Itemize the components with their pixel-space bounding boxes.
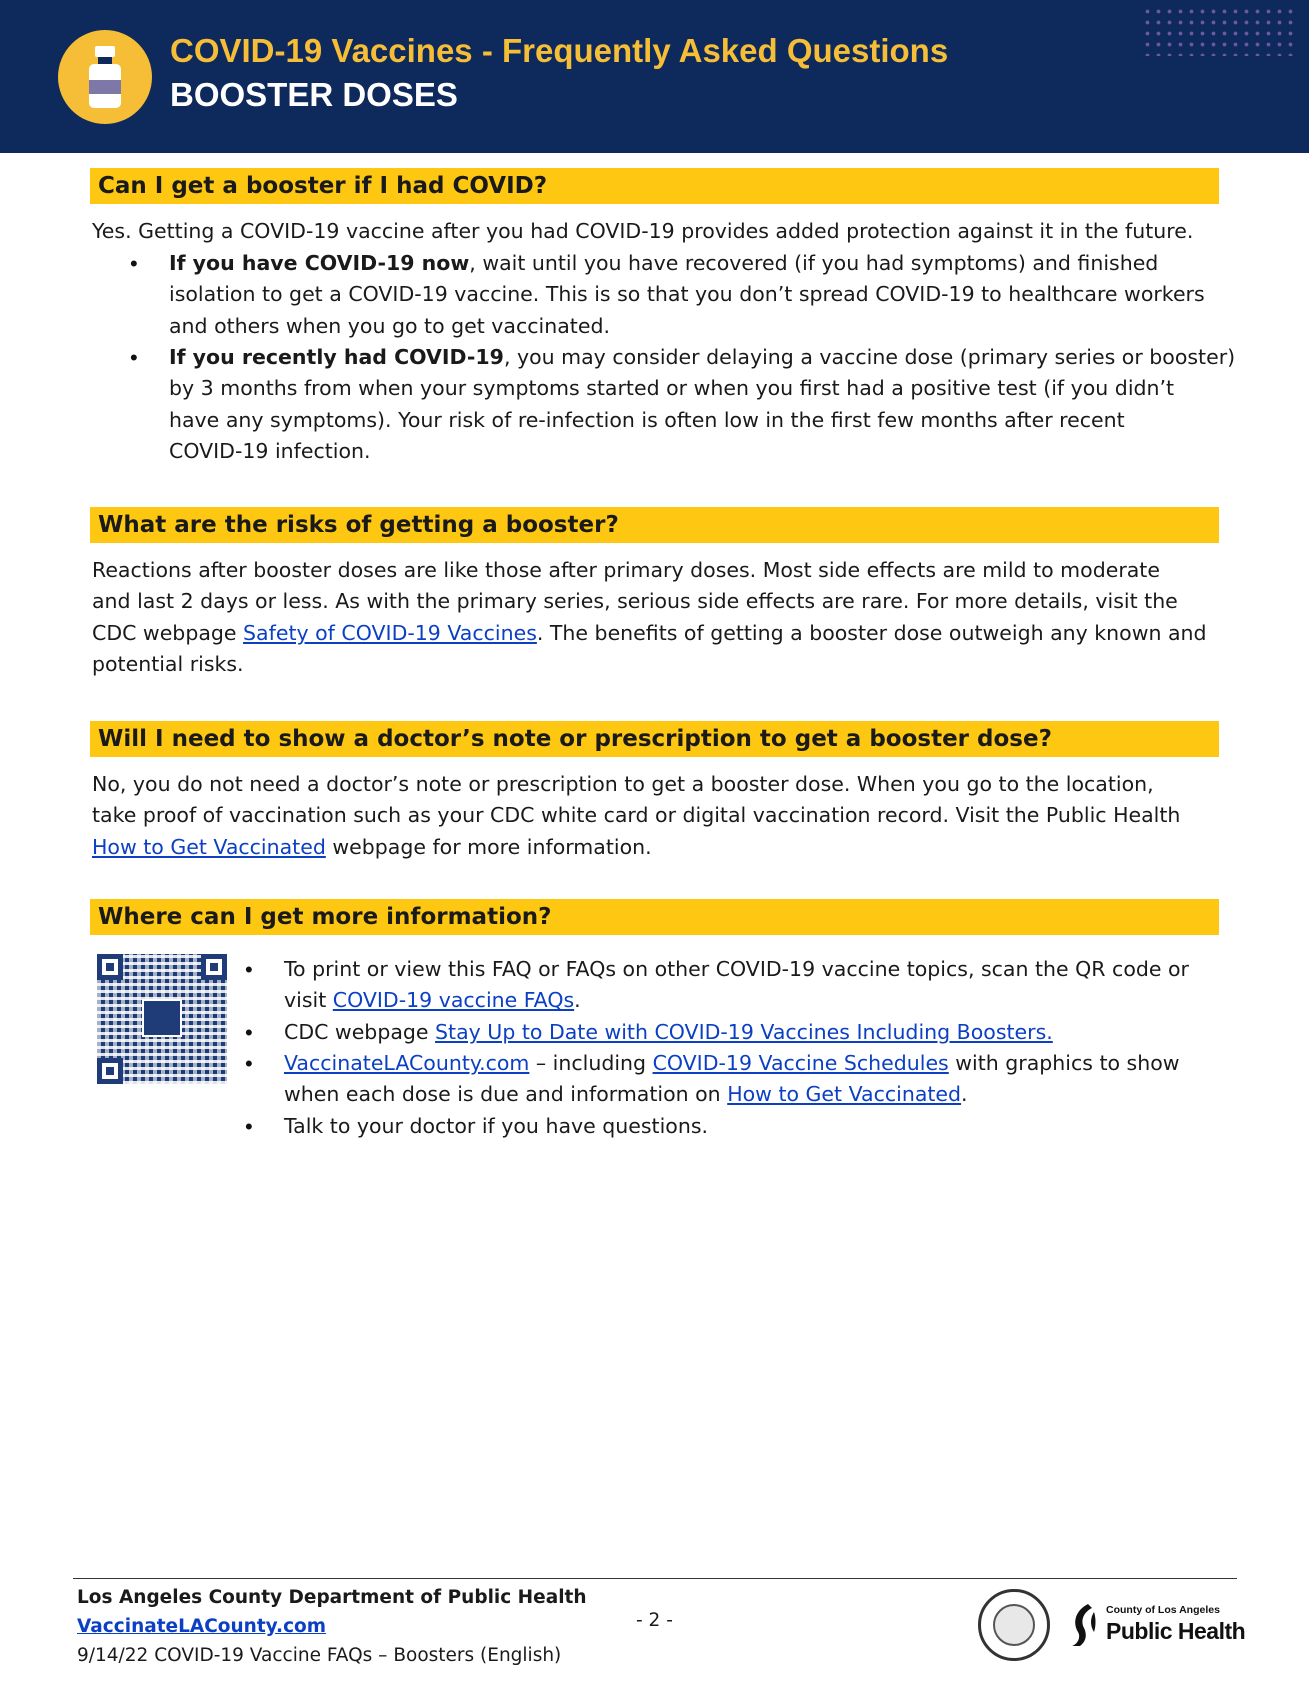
bullet-icon: •: [245, 957, 253, 982]
list-item: If you recently had COVID-19, you may consider delaying a vaccine dose (primary series or booster) by 3 months from when your symptoms started or when you first had a positive test (if you didn’t have any symptoms). Your risk of re-infection is often low in the first few months after recent COVID-19 infection.: [169, 345, 1236, 463]
list-item: Talk to your doctor if you have questions.: [284, 1114, 709, 1138]
public-health-logo: County of Los Angeles Public Health: [1068, 1598, 1240, 1656]
decorative-dot-grid: [1142, 6, 1294, 56]
footer-doc-info: 9/14/22 COVID-19 Vaccine FAQs – Boosters (English): [77, 1645, 562, 1666]
page-number: - 2 -: [636, 1610, 673, 1631]
list-item: To print or view this FAQ or FAQs on other COVID-19 vaccine topics, scan the QR code or visit COVID-19 vaccine FAQs.: [284, 957, 1189, 1013]
section-heading: Will I need to show a doctor’s note or prescription to get a booster dose?: [90, 721, 1219, 757]
section-body: No, you do not need a doctor’s note or prescription to get a booster dose. When you go to the location, take proof of vaccination such as your CDC white card or digital vaccination record. Visit the Public Health How to Get Vaccinated webpage for more information.: [92, 772, 1181, 859]
section-heading: What are the risks of getting a booster?: [90, 507, 1219, 543]
safety-of-covid-vaccines-link[interactable]: Safety of COVID-19 Vaccines: [243, 620, 537, 645]
bullet-icon: •: [245, 1051, 253, 1076]
vaccine-schedules-link[interactable]: COVID-19 Vaccine Schedules: [652, 1051, 949, 1075]
covid-vaccine-faqs-link[interactable]: COVID-19 vaccine FAQs: [332, 988, 575, 1013]
vaccinatelacounty-link[interactable]: VaccinateLACounty.com: [284, 1051, 530, 1075]
section-heading: Where can I get more information?: [90, 899, 1219, 935]
how-to-get-vaccinated-link[interactable]: How to Get Vaccinated: [92, 834, 326, 859]
page-title: COVID-19 Vaccines - Frequently Asked Questions: [170, 32, 949, 69]
list-item: CDC webpage Stay Up to Date with COVID-19 Vaccines Including Boosters.: [284, 1020, 1053, 1044]
footer-org: Los Angeles County Department of Public Health: [77, 1587, 587, 1608]
bullet-icon: •: [130, 251, 138, 276]
qr-center-logo: [142, 999, 182, 1037]
section-heading: Can I get a booster if I had COVID?: [90, 168, 1219, 204]
bullet-icon: •: [245, 1114, 253, 1139]
how-to-get-vaccinated-link-2[interactable]: How to Get Vaccinated: [727, 1082, 962, 1107]
county-seal-logo: [978, 1589, 1050, 1661]
footer-website-link[interactable]: VaccinateLACounty.com: [77, 1616, 327, 1637]
bullet-icon: •: [130, 345, 138, 370]
vaccine-vial-icon: [58, 30, 152, 124]
section-intro: Yes. Getting a COVID-19 vaccine after you had COVID-19 provides added protection against it in the future.: [92, 219, 1194, 243]
qr-code[interactable]: [97, 954, 227, 1084]
bullet-icon: •: [245, 1020, 253, 1045]
page-header: [0, 0, 1309, 153]
section-body: Reactions after booster doses are like those after primary doses. Most side effects are mild to moderate and last 2 days or less. As with the primary series, serious side effects are rare. For more details, visit the CDC webpage Safety of COVID-19 Vaccines. The benefits of getting a booster dose outweigh any known and potential risks.: [92, 558, 1207, 676]
list-item: If you have COVID-19 now, wait until you have recovered (if you had symptoms) and finished isolation to get a COVID-19 vaccine. This is so that you don’t spread COVID-19 to healthcare workers and others when you go to get vaccinated.: [169, 251, 1205, 338]
list-item: VaccinateLACounty.com – including COVID-19 Vaccine Schedules with graphics to show when each dose is due and information on How to Get Vaccinated.: [284, 1051, 1180, 1107]
public-health-mark-icon: [1068, 1602, 1100, 1648]
footer-divider: [73, 1578, 1237, 1579]
stay-up-to-date-link[interactable]: Stay Up to Date with COVID-19 Vaccines Including Boosters.: [435, 1020, 1053, 1044]
page-subtitle: BOOSTER DOSES: [170, 76, 458, 113]
